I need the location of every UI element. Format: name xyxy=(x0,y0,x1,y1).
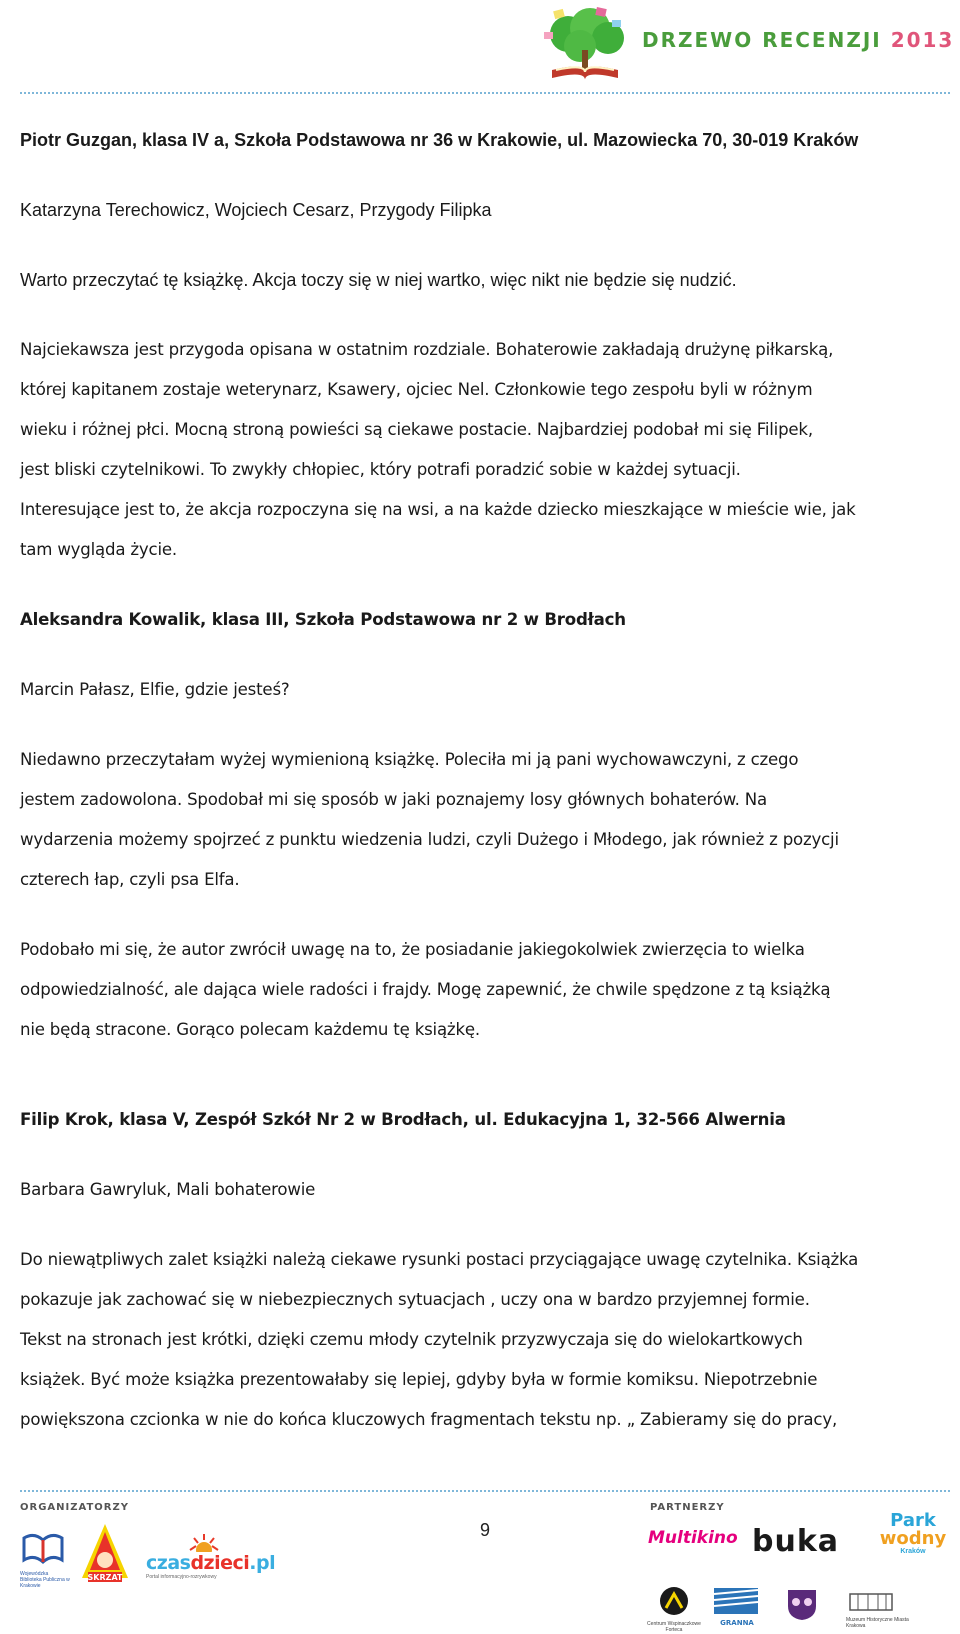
review-paragraph-line: jestem zadowolona. Spodobał mi się sposób w jaki poznajemy losy głównych bohaterów. Na xyxy=(20,790,767,809)
review-paragraph-line: czterech łap, czyli psa Elfa. xyxy=(20,870,240,889)
review-paragraph-line: Najciekawsza jest przygoda opisana w ostatnim rozdziale. Bohaterowie zakładają drużynę piłkarską, xyxy=(20,340,834,359)
review-paragraph-line: powiększona czcionka w nie do końca kluczowych fragmentach tekstu np. „ Zabieramy się do pracy, xyxy=(20,1410,838,1429)
buka-logo: buka xyxy=(752,1524,840,1559)
review-2 xyxy=(20,600,950,1050)
partners-label: PARTNERZY xyxy=(650,1502,725,1513)
page-number: 9 xyxy=(480,1520,491,1540)
granna-stripes-icon xyxy=(714,1588,758,1614)
document-body xyxy=(20,120,950,1440)
museum-caption: Muzeum Historyczne Miasta Krakowa xyxy=(846,1617,909,1629)
czasdzieci-logo xyxy=(146,1532,275,1580)
skrzat-logo-icon xyxy=(80,1522,130,1586)
review-paragraph-line: wydarzenia możemy spojrzeć z punktu wiedzenia ludzi, czyli Dużego i Młodego, jak również z pozycji xyxy=(20,830,839,849)
review-1 xyxy=(20,120,950,570)
review-paragraph-line: pokazuje jak zachować się w niebezpiecznych sytuacjach , uczy ona w bardzo przyjemnej formie. xyxy=(20,1290,810,1309)
footer-divider xyxy=(20,1490,950,1492)
review-paragraph-line: Interesujące jest to, że akcja rozpoczyna się na wsi, a na każde dziecko mieszkające w mieście wie, jak xyxy=(20,500,856,519)
review-book: Barbara Gawryluk, Mali bohaterowie xyxy=(20,1180,316,1199)
header-divider xyxy=(20,92,950,94)
review-paragraph-line: Warto przeczytać tę książkę. Akcja toczy się w niej wartko, więc nikt nie będzie się nudzić. xyxy=(20,270,737,290)
organizers-label: ORGANIZATORZY xyxy=(20,1502,129,1513)
park-wodny-logo xyxy=(868,1512,958,1555)
park-logo-part-c: Kraków xyxy=(900,1548,926,1555)
climber-icon xyxy=(656,1586,692,1616)
czasdzieci-part-b: dzieci xyxy=(190,1552,250,1574)
review-author: Filip Krok, klasa V, Zespół Szkół Nr 2 w Brodłach, ul. Edukacyjna 1, 32-566 Alwernia xyxy=(20,1110,786,1129)
czasdzieci-part-c: .pl xyxy=(249,1552,276,1574)
czasdzieci-caption: Portal informacyjno-rozrywkowy xyxy=(146,1574,217,1580)
svg-text:SKRZAT: SKRZAT xyxy=(87,1573,123,1582)
review-paragraph-line: książek. Być może książka prezentowałaby się lepiej, gdyby była w formie komiksu. Niepotrzebnie xyxy=(20,1370,818,1389)
museum-building-icon xyxy=(846,1590,896,1612)
review-author: Aleksandra Kowalik, klasa III, Szkoła Podstawowa nr 2 w Brodłach xyxy=(20,610,626,629)
crest-logo-icon xyxy=(784,1586,820,1622)
park-logo-part-a: Park xyxy=(890,1510,936,1531)
sun-icon xyxy=(184,1532,224,1552)
brand-title: DRZEWO RECENZJI 2013 xyxy=(642,28,955,52)
tree-book-logo-icon xyxy=(538,6,632,82)
review-paragraph-line: tam wygląda życie. xyxy=(20,540,177,559)
park-logo-part-b: wodny xyxy=(879,1528,947,1549)
page-footer xyxy=(0,1490,960,1634)
brand-year: 2013 xyxy=(890,28,955,52)
review-paragraph-line: Do niewątpliwych zalet książki należą ciekawe rysunki postaci przyciągające uwagę czytelnika. Książka xyxy=(20,1250,859,1269)
review-paragraph-line: odpowiedzialność, ale dająca wiele radości i frajdy. Mogę zapewnić, że chwile spędzone z tą książką xyxy=(20,980,831,999)
granna-logo xyxy=(714,1588,760,1627)
library-logo xyxy=(20,1532,70,1589)
review-paragraph-line: wieku i różnej płci. Mocną stroną powieści są ciekawe postacie. Najbardziej podobał mi się Filipek, xyxy=(20,420,813,439)
review-author: Piotr Guzgan, klasa IV a, Szkoła Podstawowa nr 36 w Krakowie, ul. Mazowiecka 70, 30-019 Kraków xyxy=(20,130,859,150)
museum-logo xyxy=(846,1590,916,1629)
granna-text: GRANNA xyxy=(720,1619,754,1627)
review-paragraph-line: Podobało mi się, że autor zwrócił uwagę na to, że posiadanie jakiegokolwiek zwierzęcia to wielka xyxy=(20,940,805,959)
review-book: Katarzyna Terechowicz, Wojciech Cesarz, Przygody Filipka xyxy=(20,200,492,220)
review-paragraph-line: Niedawno przeczytałam wyżej wymienioną książkę. Poleciła mi ją pani wychowawczyni, z czego xyxy=(20,750,799,769)
review-3 xyxy=(20,1100,950,1440)
library-book-icon xyxy=(20,1532,66,1566)
page-header xyxy=(0,0,960,100)
review-paragraph-line: Tekst na stronach jest krótki, dzięki czemu młody czytelnik przyzwyczaja się do wielokartkowych xyxy=(20,1330,803,1349)
multikino-logo: Multikino xyxy=(648,1528,738,1548)
review-paragraph-line: jest bliski czytelnikowi. To zwykły chłopiec, który potrafi poradzić sobie w każdej sytuacji. xyxy=(20,460,741,479)
review-book: Marcin Pałasz, Elfie, gdzie jesteś? xyxy=(20,680,290,699)
library-caption: Wojewódzka Biblioteka Publiczna w Krakowie xyxy=(20,1571,70,1589)
czasdzieci-part-a: czas xyxy=(146,1552,191,1574)
review-paragraph-line: nie będą stracone. Gorąco polecam każdemu tę książkę. xyxy=(20,1020,480,1039)
review-paragraph-line: której kapitanem zostaje weterynarz, Ksawery, ojciec Nel. Członkowie tego zespołu byli w różnym xyxy=(20,380,813,399)
climbing-centre-logo xyxy=(644,1586,704,1633)
climbing-caption: Centrum Wspinaczkowe Forteca xyxy=(647,1621,701,1633)
